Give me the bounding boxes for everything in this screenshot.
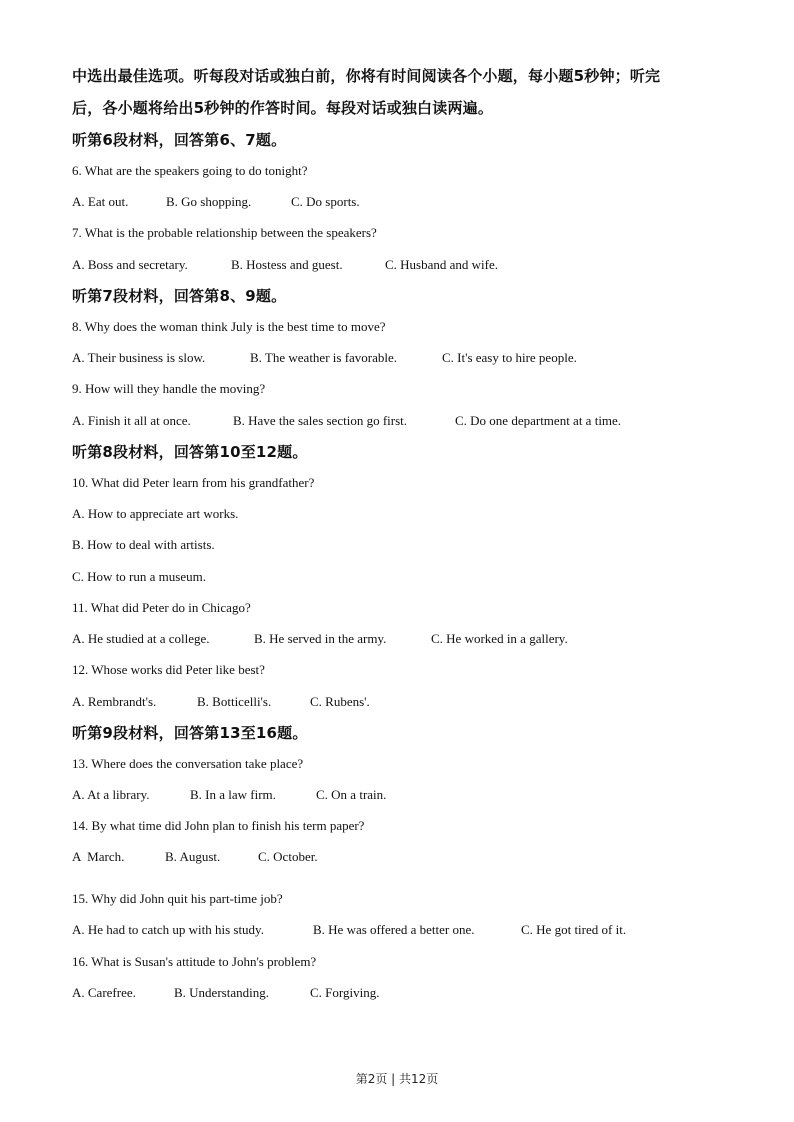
question-10-option-c: C. How to run a museum. [72,569,206,584]
option-b: B. Go shopping. [166,194,252,209]
section-heading-9: 听第9段材料，回答第13至16题。 [72,724,308,742]
option-b: B. Botticelli's. [197,694,272,709]
question-15: 15. Why did John quit his part-time job? [72,891,283,906]
question-6-options [72,194,360,210]
section-heading-6: 听第6段材料，回答第6、7题。 [72,131,287,149]
option-c: C. He worked in a gallery. [431,631,568,646]
option-a: A. Boss and secretary. [72,257,188,272]
section-heading-7: 听第7段材料，回答第8、9题。 [72,287,287,305]
option-b: B. Have the sales section go first. [233,413,408,428]
option-a: A. He studied at a college. [72,631,210,646]
option-a: A. Eat out. [72,194,129,209]
option-c: C. Rubens'. [310,694,370,709]
option-c: C. Husband and wife. [385,257,499,272]
question-7-options [72,257,498,273]
option-a: A. He had to catch up with his study. [72,922,264,937]
option-a: A. Carefree. [72,985,136,1000]
page-footer: 第2页 | 共12页 [355,1072,439,1086]
option-b: B. August. [165,849,221,864]
option-c: C. It's easy to hire people. [442,350,577,365]
section-heading-8: 听第8段材料，回答第10至12题。 [72,443,308,461]
instruction-line-1: 中选出最佳选项。听每段对话或独白前，你将有时间阅读各个小题，每小题5秒钟；听完 [72,67,661,85]
question-12: 12. Whose works did Peter like best? [72,662,265,677]
question-15-options [72,922,626,938]
question-10-option-a: A. How to appreciate art works. [72,506,239,521]
option-a: A. Finish it all at once. [72,413,191,428]
question-16-options [72,985,379,1001]
instruction-line-2: 后，各小题将给出5秒钟的作答时间。每段对话或独白读两遍。 [72,99,494,117]
question-6: 6. What are the speakers going to do tonight? [72,163,308,178]
question-10: 10. What did Peter learn from his grandfather? [72,475,315,490]
option-c: C. October. [258,849,318,864]
option-b: B. Hostess and guest. [231,257,343,272]
question-12-options [72,694,370,710]
question-13: 13. Where does the conversation take place? [72,756,304,771]
question-7: 7. What is the probable relationship between the speakers? [72,225,377,240]
question-14-options [72,849,318,865]
question-9-options [72,413,621,429]
option-a: A. At a library. [72,787,150,802]
option-c: C. Forgiving. [310,985,380,1000]
option-c: C. Do sports. [291,194,360,209]
option-b: B. In a law firm. [190,787,276,802]
question-9: 9. How will they handle the moving? [72,381,266,396]
question-8: 8. Why does the woman think July is the best time to move? [72,319,386,334]
option-c: C. On a train. [316,787,387,802]
question-8-options [72,350,577,366]
option-b: B. He was offered a better one. [313,922,475,937]
option-c: C. Do one department at a time. [455,413,622,428]
question-13-options [72,787,386,803]
option-a: A. Rembrandt's. [72,694,157,709]
option-b: B. Understanding. [174,985,269,1000]
option-a: A March. [72,849,125,864]
option-b: B. The weather is favorable. [250,350,398,365]
option-c: C. He got tired of it. [521,922,627,937]
option-a: A. Their business is slow. [72,350,206,365]
question-11-options [72,631,568,647]
question-11: 11. What did Peter do in Chicago? [72,600,251,615]
question-16: 16. What is Susan's attitude to John's problem? [72,954,317,969]
question-10-option-b: B. How to deal with artists. [72,537,215,552]
question-14: 14. By what time did John plan to finish his term paper? [72,818,365,833]
option-b: B. He served in the army. [254,631,387,646]
